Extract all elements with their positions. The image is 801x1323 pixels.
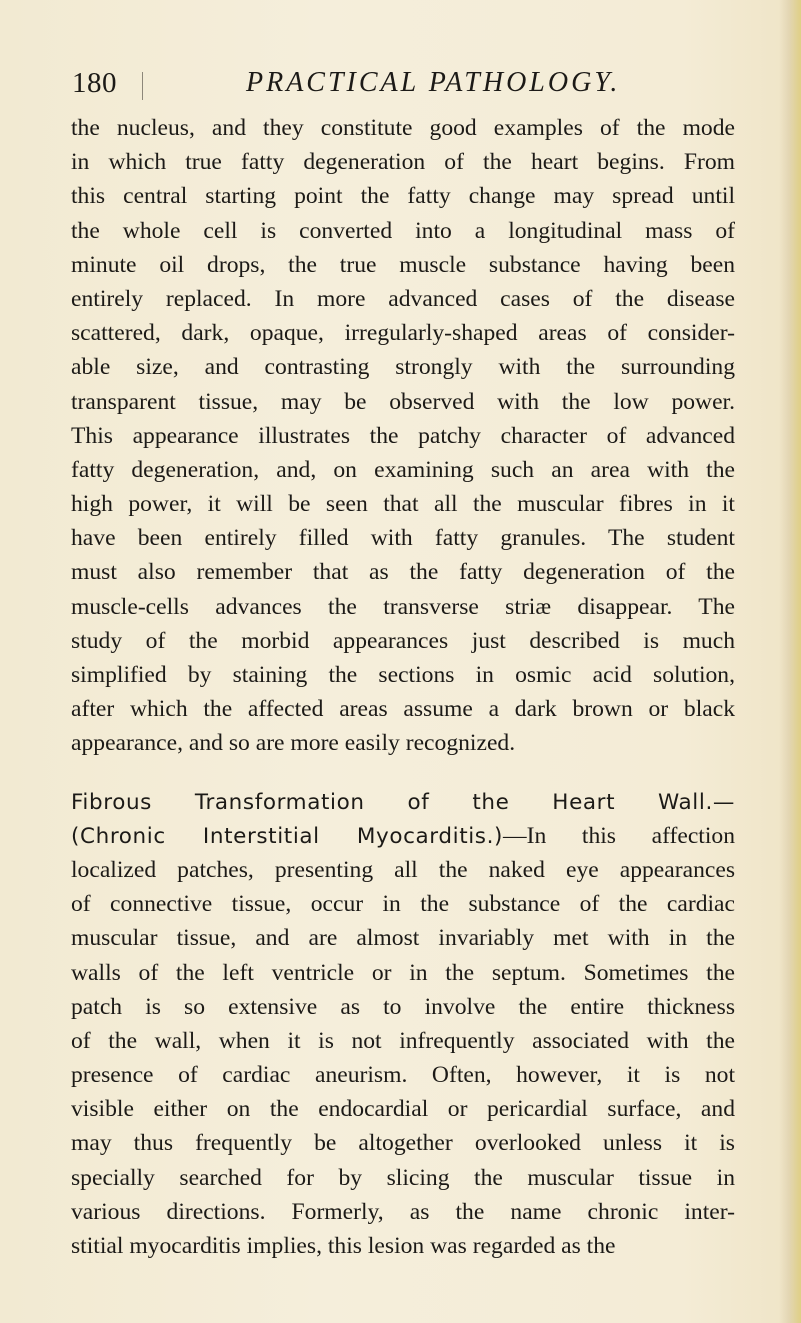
text-line: stitial myocarditis implies, this lesion was regarded as the — [71, 1233, 616, 1259]
text-line: must also remember that as the fatty degeneration of the — [71, 559, 735, 586]
text-line: muscle-cells advances the transverse striæ disappear. The — [71, 593, 735, 620]
text-line — [71, 819, 735, 853]
text-line: appearance, and so are more easily recognized. — [71, 730, 516, 757]
text-line: specially searched for by slicing the muscular tissue in — [71, 1164, 735, 1191]
text-line: various directions. Formerly, as the name chronic inter- — [71, 1198, 735, 1225]
text-line: fatty degeneration, and, on examining such an area with the — [71, 456, 735, 483]
text-line: simplified by staining the sections in osmic acid solution, — [71, 662, 735, 688]
text-line: the nucleus, and they constitute good examples of the mode — [71, 115, 735, 141]
header-divider — [142, 72, 143, 100]
text-fragment: —In this affection — [503, 822, 736, 849]
text-line: walls of the left ventricle or in the septum. Sometimes the — [71, 959, 735, 986]
text-line: muscular tissue, and are almost invariably met with in the — [71, 925, 735, 952]
text-line: high power, it will be seen that all the muscular fibres in it — [71, 491, 735, 518]
paragraph-gap — [71, 761, 735, 785]
text-line: the whole cell is converted into a longitudinal mass of — [71, 217, 735, 244]
text-line: visible either on the endocardial or pericardial surface, and — [71, 1096, 735, 1123]
text-line: transparent tissue, may be observed with the low power. — [71, 388, 735, 415]
section-subheading: (Chronic Interstitial Myocarditis.) — [71, 823, 504, 849]
section-fibrous-transformation — [71, 785, 735, 1264]
text-line: may thus frequently be altogether overlooked unless it is — [71, 1130, 735, 1157]
text-line: scattered, dark, opaque, irregularly-shaped areas of consider- — [71, 320, 735, 347]
running-title: PRACTICAL PATHOLOGY. — [246, 67, 621, 98]
page-number: 180 — [72, 67, 117, 99]
text-line: presence of cardiac aneurism. Often, however, it is not — [71, 1062, 735, 1089]
page-edge-shadow — [779, 0, 801, 1323]
text-line: have been entirely filled with fatty granules. The student — [71, 525, 735, 552]
text-line: after which the affected areas assume a dark brown or black — [71, 696, 735, 723]
body-text — [71, 111, 735, 1263]
text-line: of the wall, when it is not infrequently associated with the — [71, 1027, 735, 1054]
text-line: minute oil drops, the true muscle substance having been — [71, 251, 735, 278]
text-line: localized patches, presenting all the naked eye appearances — [71, 856, 735, 883]
text-line: able size, and contrasting strongly with the surrounding — [71, 354, 735, 381]
text-line: entirely replaced. In more advanced cases of the disease — [71, 285, 735, 312]
paragraph-fatty-degeneration — [71, 111, 735, 761]
section-heading: Fibrous Transformation of the Heart Wall.— — [71, 789, 735, 815]
text-line: This appearance illustrates the patchy character of advanced — [71, 422, 735, 449]
text-line: study of the morbid appearances just described is much — [71, 627, 735, 654]
page-header — [0, 66, 801, 106]
text-line: in which true fatty degeneration of the heart begins. From — [71, 149, 735, 176]
text-line: patch is so extensive as to involve the entire thickness — [71, 993, 735, 1020]
section-heading-line — [71, 785, 735, 819]
text-line: this central starting point the fatty change may spread until — [71, 183, 735, 210]
text-line: of connective tissue, occur in the substance of the cardiac — [71, 891, 735, 918]
